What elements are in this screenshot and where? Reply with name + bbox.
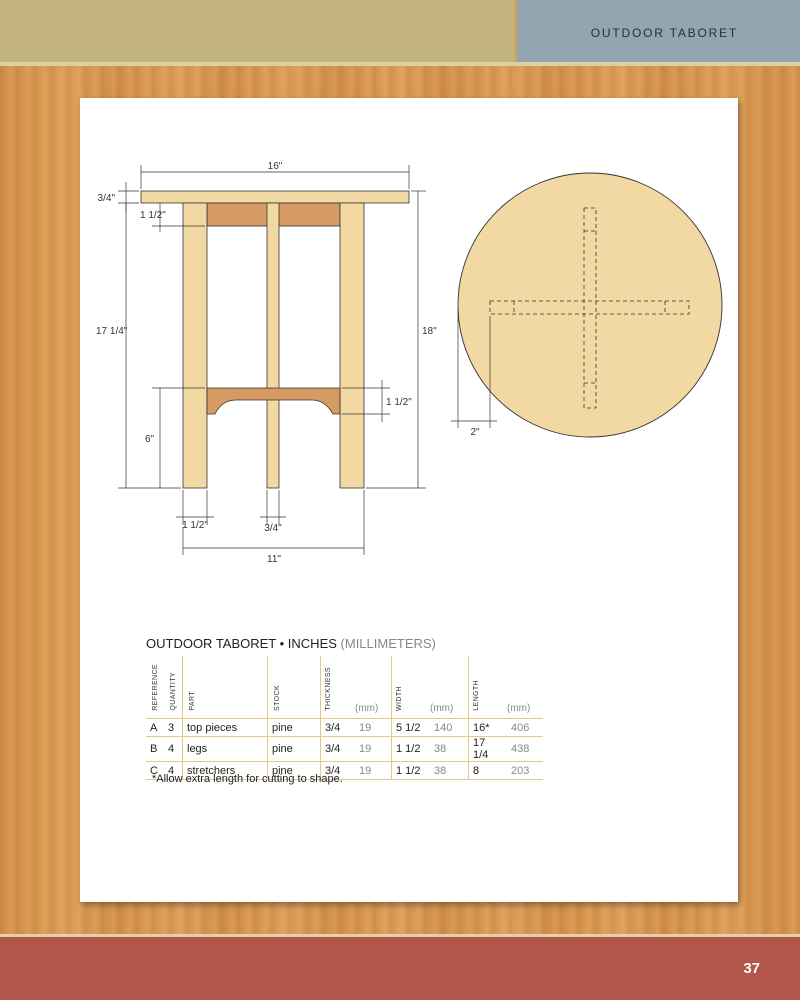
cell-thickness-mm: 19 [355,737,392,762]
cell-qty: 4 [164,762,183,780]
cell-thickness-mm: 19 [355,762,392,780]
leg-left [183,203,207,488]
table-row [146,719,543,737]
cell-stock: pine [268,762,321,780]
cell-length-mm: 203 [507,762,543,780]
tabletop-edge [141,191,409,203]
header-thickness: THICKNESS [325,667,332,711]
dim-stretcher-height: 6" [145,434,155,445]
cell-stock: pine [268,719,321,737]
table-header-row [146,656,543,719]
dim-top-thickness: 3/4" [97,193,115,204]
table-footnote: *Allow extra length for cutting to shape. [152,773,343,785]
plan-view [451,173,722,438]
dim-top-width: 16" [267,161,283,172]
cell-qty: 4 [164,737,183,762]
header-length: LENGTH [473,680,480,711]
table-title-units: (MILLIMETERS) [340,636,436,651]
cell-width: 1 1/2 [392,737,431,762]
dim-leg-thickness: 3/4" [264,523,282,534]
dim-leg-height: 17 1/4" [96,326,128,337]
footer-band [0,937,800,1000]
header-width: WIDTH [396,686,403,711]
cell-thickness: 3/4 [321,762,356,780]
cell-thickness: 3/4 [321,719,356,737]
dim-plan-inset: 2" [470,427,480,438]
cell-width: 1 1/2 [392,762,431,780]
dim-overall-height: 18" [422,326,437,337]
dim-leg-span: 11" [267,554,281,565]
leg-right [340,203,364,488]
cell-width: 5 1/2 [392,719,431,737]
page-number: 37 [743,960,760,977]
cell-length: 16* [469,719,508,737]
cell-ref: C [146,762,164,780]
cell-part: top pieces [183,719,268,737]
header-length-mm: (mm) [507,703,531,714]
dim-stretcher-width: 1 1/2" [386,397,412,408]
cell-part: stretchers [183,762,268,780]
leg-center [267,203,279,488]
table-row [146,737,543,762]
dim-apron-width: 1 1/2" [140,210,166,221]
cell-length: 17 1/4 [469,737,508,762]
elevation-view [141,191,409,488]
dim-leg-width: 1 1/2" [182,520,208,531]
table-title [146,636,436,651]
cell-part: legs [183,737,268,762]
header-thickness-mm: (mm) [355,703,379,714]
header-quantity: QUANTITY [169,672,177,711]
cutting-list-table [146,656,543,780]
cell-ref: A [146,719,164,737]
cell-width-mm: 38 [430,737,469,762]
cell-length: 8 [469,762,508,780]
cell-thickness: 3/4 [321,737,356,762]
running-head: OUTDOOR TABORET [590,26,738,40]
table-title-main: OUTDOOR TABORET • INCHES [146,636,337,651]
cell-width-mm: 38 [430,762,469,780]
header-reference: REFERENCE [151,664,159,711]
cell-length-mm: 438 [507,737,543,762]
cell-width-mm: 140 [430,719,469,737]
header-stock: STOCK [274,685,281,711]
header-part: PART [189,691,196,711]
cell-ref: B [146,737,164,762]
cell-length-mm: 406 [507,719,543,737]
tabletop-circle [458,173,722,437]
header-width-mm: (mm) [430,703,454,714]
cell-stock: pine [268,737,321,762]
cell-thickness-mm: 19 [355,719,392,737]
cell-qty: 3 [164,719,183,737]
